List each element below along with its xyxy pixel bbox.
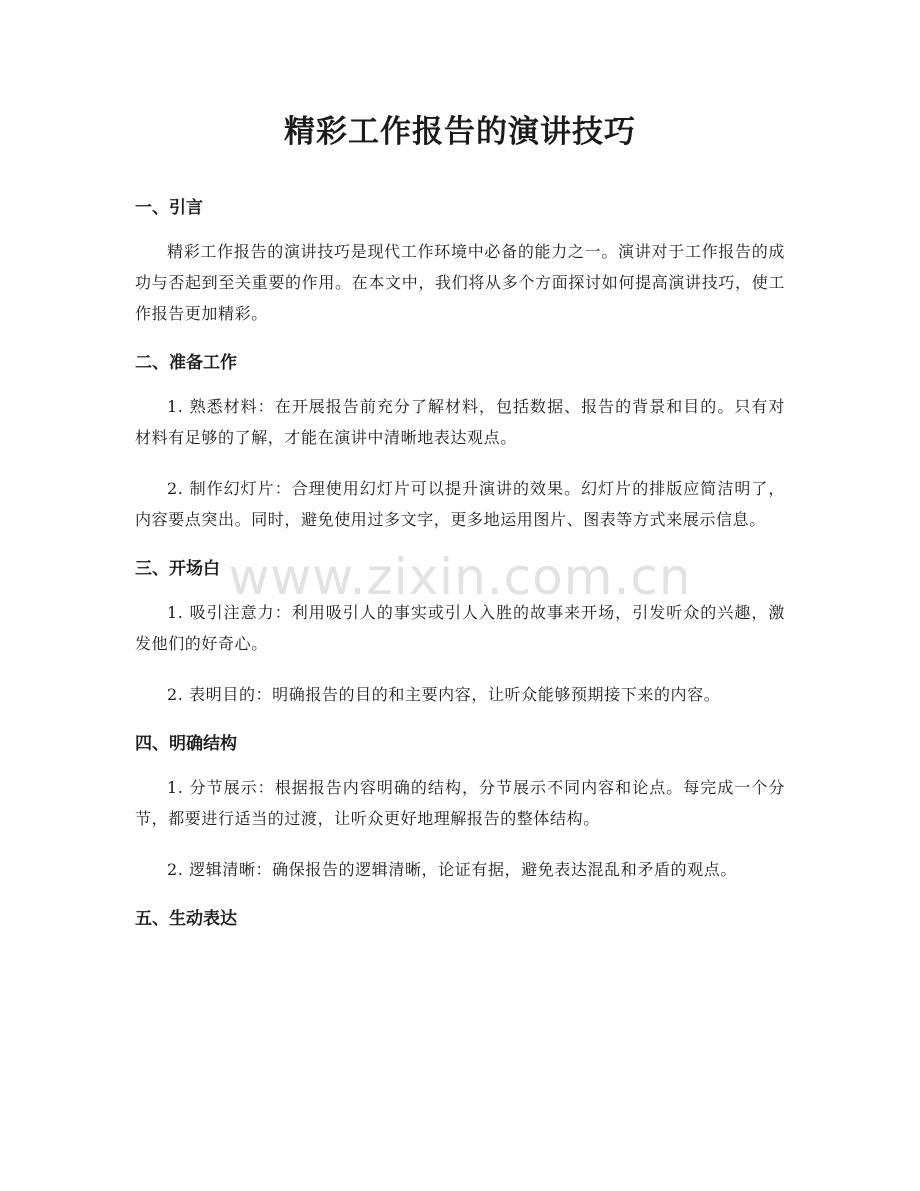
- paragraph: 精彩工作报告的演讲技巧是现代工作环境中必备的能力之一。演讲对于工作报告的成功与否起到至关重要的作用。在本文中，我们将从多个方面探讨如何提高演讲技巧，使工作报告更加精彩。: [135, 242, 785, 323]
- section-opening: [135, 555, 785, 710]
- watermark: www.zixin.com.cn: [228, 548, 692, 606]
- paragraph: 1. 熟悉材料：在开展报告前充分了解材料，包括数据、报告的背景和目的。只有对材料有足够的了解，才能在演讲中清晰地表达观点。: [135, 397, 785, 447]
- document-title: 精彩工作报告的演讲技巧: [284, 114, 636, 150]
- paragraph: 2. 表明目的：明确报告的目的和主要内容，让听众能够预期接下来的内容。: [167, 685, 721, 704]
- paragraph: 1. 分节展示：根据报告内容明确的结构，分节展示不同内容和论点。每完成一个分节，都要进行适当的过渡，让听众更好地理解报告的整体结构。: [135, 778, 785, 828]
- section-expression: [135, 905, 785, 933]
- section-heading: 三、开场白: [135, 559, 220, 579]
- section-introduction: [135, 194, 785, 329]
- section-structure: [135, 730, 785, 885]
- paragraph: 2. 逻辑清晰：确保报告的逻辑清晰，论证有据，避免表达混乱和矛盾的观点。: [167, 860, 737, 879]
- paragraph: 1. 吸引注意力：利用吸引人的事实或引人入胜的故事来开场，引发听众的兴趣，激发他们的好奇心。: [135, 603, 785, 653]
- paragraph: 2. 制作幻灯片：合理使用幻灯片可以提升演讲的效果。幻灯片的排版应简洁明了，内容要点突出。同时，避免使用过多文字，更多地运用图片、图表等方式来展示信息。: [135, 479, 785, 529]
- section-preparation: [135, 349, 785, 535]
- section-heading: 一、引言: [135, 198, 203, 218]
- section-heading: 四、明确结构: [135, 734, 237, 754]
- section-heading: 二、准备工作: [135, 353, 237, 373]
- section-heading: 五、生动表达: [135, 909, 237, 929]
